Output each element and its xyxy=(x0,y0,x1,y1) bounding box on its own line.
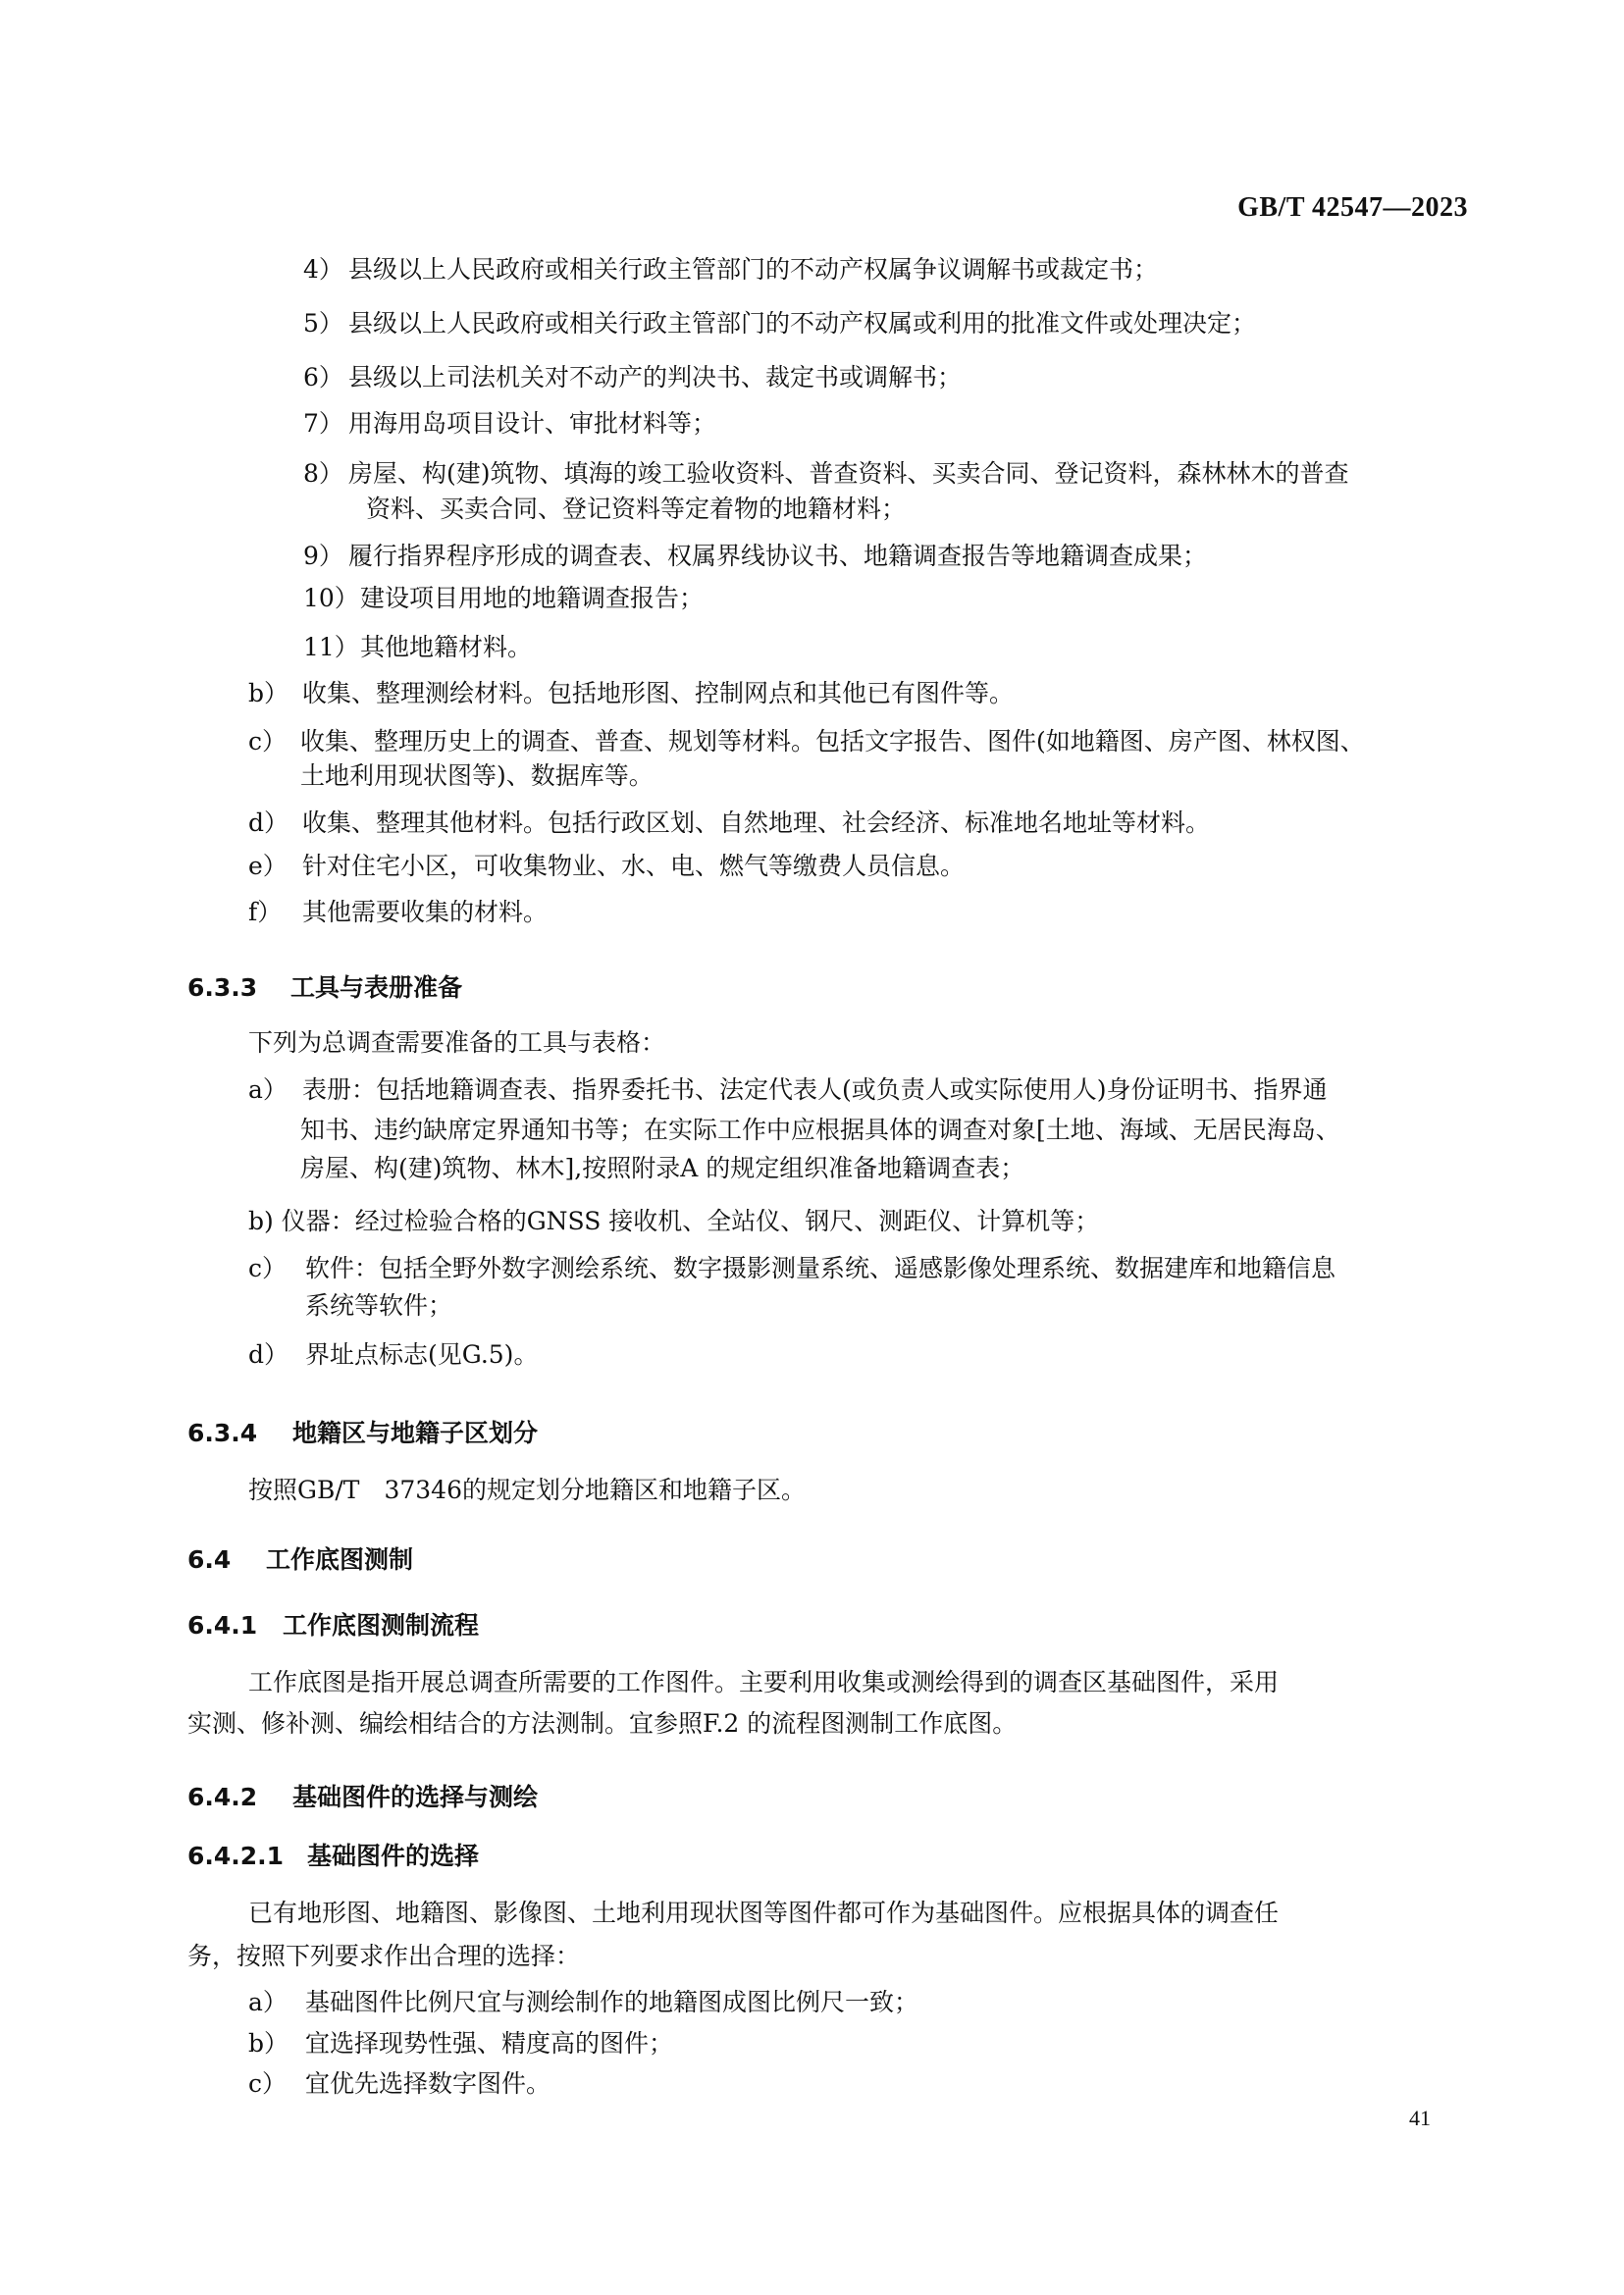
list-item xyxy=(248,1990,918,2014)
list-item xyxy=(248,2071,550,2096)
list-marker: b） xyxy=(248,679,289,707)
list-marker: c） xyxy=(248,1254,288,1282)
list-text: 界址点标志(见G.5)。 xyxy=(305,1340,539,1369)
list-text: 宜优先选择数字图件。 xyxy=(305,2069,551,2098)
section-heading-6-4 xyxy=(187,1540,413,1576)
section-number: 6.4.2 xyxy=(187,1783,258,1811)
list-item xyxy=(303,461,1349,486)
list-marker: c） xyxy=(248,727,288,756)
list-text: 针对住宅小区，可收集物业、水、电、燃气等缴费人员信息。 xyxy=(302,852,966,880)
list-marker: 6） xyxy=(303,363,343,391)
list-text: 收集、整理历史上的调查、普查、规划等材料。包括文字报告、图件(如地籍图、房产图、林权图、 xyxy=(300,727,1365,756)
list-marker: 9） xyxy=(303,542,343,570)
paragraph-line: 已有地形图、地籍图、影像图、土地利用现状图等图件都可作为基础图件。应根据具体的调查任 xyxy=(248,1899,1280,1927)
list-item xyxy=(248,729,1365,754)
list-item-continuation: 知书、违约缺席定界通知书等；在实际工作中应根据具体的调查对象[土地、海域、无居民海岛、 xyxy=(300,1116,1340,1144)
list-marker: 7） xyxy=(303,409,343,438)
list-item xyxy=(248,1256,1336,1280)
list-item xyxy=(248,2031,673,2056)
section-number: 6.3.3 xyxy=(187,973,258,1002)
list-item xyxy=(303,411,716,436)
list-text: 用海用岛项目设计、审批材料等； xyxy=(348,409,717,438)
section-heading-6-3-4 xyxy=(187,1414,538,1449)
list-text: 县级以上人民政府或相关行政主管部门的不动产权属或利用的批准文件或处理决定； xyxy=(348,309,1257,338)
list-text: 收集、整理测绘材料。包括地形图、控制网点和其他已有图件等。 xyxy=(302,679,1015,707)
list-item xyxy=(248,1342,538,1367)
list-item: b) 仪器：经过检验合格的GNSS 接收机、全站仪、钢尺、测距仪、计算机等； xyxy=(248,1207,1100,1235)
list-item xyxy=(303,586,704,610)
section-number: 6.4 xyxy=(187,1545,232,1574)
section-title: 地籍区与地籍子区划分 xyxy=(292,1419,539,1447)
section-number: 6.4.1 xyxy=(187,1611,258,1640)
document-code: GB/T 42547—2023 xyxy=(1237,192,1468,223)
list-text: 表册：包括地籍调查表、指界委托书、法定代表人(或负责人或实际使用人)身份证明书、指界通 xyxy=(302,1075,1328,1104)
list-item xyxy=(303,365,962,390)
list-marker: e） xyxy=(248,852,288,880)
list-text: 房屋、构(建)筑物、填海的竣工验收资料、普查资料、买卖合同、登记资料，森林林木的普查 xyxy=(348,459,1349,488)
list-text: 软件：包括全野外数字测绘系统、数字摄影测量系统、遥感影像处理系统、数据建库和地籍信息 xyxy=(305,1254,1336,1282)
list-item xyxy=(248,810,1210,835)
section-heading-6-4-2-1 xyxy=(187,1837,479,1872)
list-item xyxy=(248,681,1014,705)
list-text: 县级以上司法机关对不动产的判决书、裁定书或调解书； xyxy=(348,363,963,391)
list-marker: 4） xyxy=(303,255,343,284)
list-marker: d） xyxy=(248,808,289,837)
section-title: 基础图件的选择与测绘 xyxy=(292,1783,539,1811)
list-item-continuation: 资料、买卖合同、登记资料等定着物的地籍材料； xyxy=(366,495,907,523)
section-title: 工具与表册准备 xyxy=(290,973,463,1002)
paragraph-line: 工作底图是指开展总调查所需要的工作图件。主要利用收集或测绘得到的调查区基础图件，采用 xyxy=(248,1668,1280,1696)
list-marker: c） xyxy=(248,2069,288,2098)
list-marker: 10） xyxy=(303,584,359,612)
list-text: 收集、整理其他材料。包括行政区划、自然地理、社会经济、标准地名地址等材料。 xyxy=(302,808,1211,837)
list-text: 其他需要收集的材料。 xyxy=(302,898,549,926)
paragraph-line: 实测、修补测、编绘相结合的方法测制。宜参照F.2 的流程图测制工作底图。 xyxy=(187,1709,1018,1738)
section-heading-6-4-1 xyxy=(187,1606,479,1642)
list-marker: 8） xyxy=(303,459,343,488)
list-text: 履行指界程序形成的调查表、权属界线协议书、地籍调查报告等地籍调查成果； xyxy=(348,542,1208,570)
section-title: 基础图件的选择 xyxy=(307,1842,480,1870)
page-number: 41 xyxy=(1409,2106,1431,2130)
paragraph-line: 务，按照下列要求作出合理的选择： xyxy=(187,1942,581,1970)
list-text: 县级以上人民政府或相关行政主管部门的不动产权属争议调解书或裁定书； xyxy=(348,255,1159,284)
section-heading-6-3-3 xyxy=(187,968,462,1004)
list-marker: f） xyxy=(248,898,283,926)
paragraph: 下列为总调查需要准备的工具与表格： xyxy=(248,1028,666,1057)
list-item xyxy=(303,544,1207,568)
section-number: 6.3.4 xyxy=(187,1419,258,1447)
list-text: 宜选择现势性强、精度高的图件； xyxy=(305,2029,674,2058)
section-number: 6.4.2.1 xyxy=(187,1842,285,1870)
list-marker: 5） xyxy=(303,309,343,338)
list-item xyxy=(303,311,1256,336)
list-item xyxy=(303,257,1158,282)
list-marker: a） xyxy=(248,1988,288,2016)
list-marker: a） xyxy=(248,1075,288,1104)
section-title: 工作底图测制 xyxy=(266,1545,414,1574)
list-item xyxy=(248,1077,1328,1102)
list-item-continuation: 系统等软件； xyxy=(305,1291,453,1320)
list-marker: d） xyxy=(248,1340,289,1369)
list-marker: 11） xyxy=(303,633,359,661)
list-text: 其他地籍材料。 xyxy=(360,633,533,661)
list-item xyxy=(248,900,548,924)
section-heading-6-4-2 xyxy=(187,1778,538,1813)
section-title: 工作底图测制流程 xyxy=(283,1611,480,1640)
list-item-continuation: 土地利用现状图等)、数据库等。 xyxy=(300,761,654,790)
list-marker: b） xyxy=(248,2029,289,2058)
paragraph: 按照GB/T 37346的规定划分地籍区和地籍子区。 xyxy=(248,1476,806,1504)
list-text: 建设项目用地的地籍调查报告； xyxy=(360,584,705,612)
list-item xyxy=(248,854,965,878)
list-item xyxy=(303,635,532,659)
list-text: 基础图件比例尺宜与测绘制作的地籍图成图比例尺一致； xyxy=(305,1988,919,2016)
list-item-continuation: 房屋、构(建)筑物、林木],按照附录A 的规定组织准备地籍调查表； xyxy=(300,1154,1025,1182)
